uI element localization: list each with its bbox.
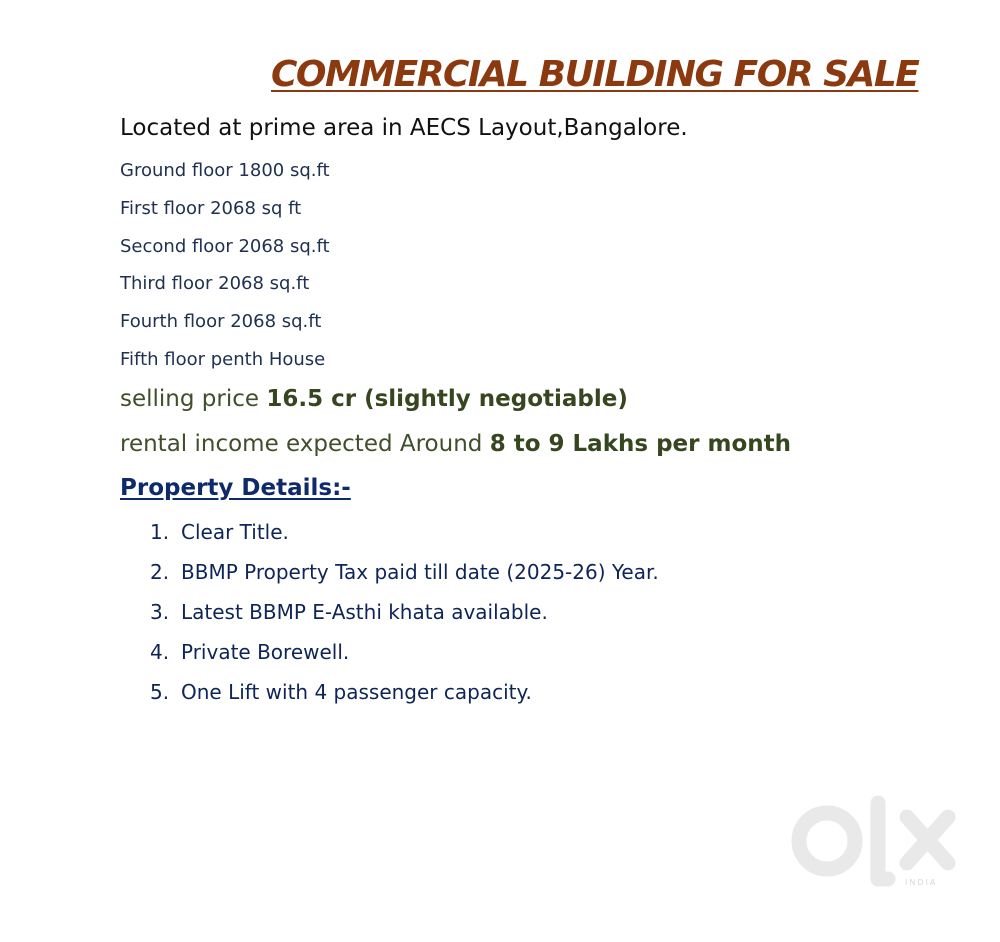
list-item	[150, 518, 659, 558]
list-item	[150, 678, 659, 718]
selling-price	[120, 386, 628, 412]
list-item	[150, 598, 659, 638]
floor-list	[120, 158, 330, 385]
floor-item: Second floor 2068 sq.ft	[120, 235, 330, 257]
list-item-number: 4.	[150, 640, 170, 664]
floor-item: Ground floor 1800 sq.ft	[120, 160, 330, 181]
property-details-heading: Property Details:-	[120, 475, 351, 501]
list-item-number: 2.	[150, 560, 170, 584]
list-item-text: Latest BBMP E-Asthi khata available.	[181, 600, 548, 624]
list-item-number: 5.	[150, 680, 170, 704]
list-item-text: Clear Title.	[181, 520, 289, 544]
list-item	[150, 558, 659, 598]
list-item-text: Private Borewell.	[181, 640, 350, 664]
list-item-number: 3.	[150, 600, 170, 624]
list-item-text: One Lift with 4 passenger capacity.	[181, 680, 532, 704]
list-item-text: BBMP Property Tax paid till date (2025-26) Year.	[181, 560, 659, 584]
page-title: COMMERCIAL BUILDING FOR SALE	[271, 54, 919, 95]
rental-income-label: rental income expected Around	[120, 431, 490, 457]
floor-item: First floor 2068 sq ft	[120, 197, 302, 219]
location-text: Located at prime area in AECS Layout,Bangalore.	[120, 115, 688, 141]
property-details-list	[150, 518, 659, 718]
selling-price-label: selling price	[120, 386, 267, 412]
floor-item: Fourth floor 2068 sq.ft	[120, 311, 322, 333]
rental-income-value: 8 to 9 Lakhs per month	[489, 431, 791, 457]
floor-item: Fifth floor penth House	[120, 348, 326, 370]
list-item	[150, 638, 659, 678]
rental-income	[120, 431, 791, 457]
watermark-sub: INDIA	[905, 878, 938, 887]
floor-item: Third floor 2068 sq.ft	[120, 273, 310, 295]
selling-price-value: 16.5 cr (slightly negotiable)	[266, 386, 628, 412]
list-item-number: 1.	[150, 520, 170, 544]
olx-logo-icon	[790, 795, 965, 890]
